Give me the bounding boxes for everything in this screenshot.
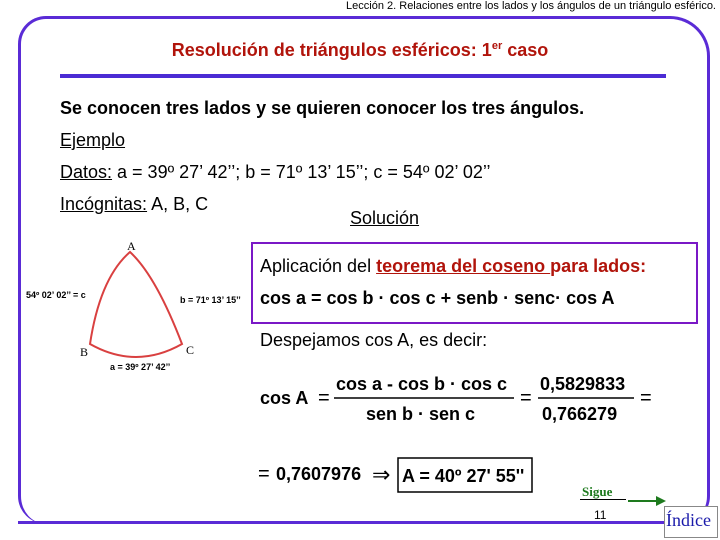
equals-sign-2: = (520, 387, 532, 409)
arrow-right-icon (628, 484, 668, 514)
triangle-vertex-a: A (127, 239, 136, 253)
theorem-intro (260, 256, 646, 277)
theorem-link[interactable]: teorema del coseno (376, 256, 551, 276)
equals-sign-3: = (640, 387, 652, 409)
incognitas-label: Incógnitas: (60, 194, 148, 214)
ejemplo-heading: Ejemplo (60, 130, 126, 150)
triangle-side-b: b = 71º 13’ 15’’ (180, 295, 241, 305)
equation-lhs: cos A (260, 388, 309, 408)
spherical-triangle-figure (24, 232, 256, 380)
datos-value: a = 39º 27’ 42’’; b = 71º 13’ 15’’; c = 54º 02’ 02’’ (112, 162, 491, 182)
equation-num2: 0,5829833 (540, 374, 626, 394)
indice-label[interactable]: Índice (666, 510, 711, 530)
title-underline (60, 74, 666, 78)
incognitas-line (60, 194, 208, 215)
nav-divider (580, 499, 626, 500)
triangle-vertex-c: C (186, 343, 195, 357)
equation-den1: sen b · sen c (366, 404, 476, 424)
intro-text: Se conocen tres lados y se quieren conocer los tres ángulos. (60, 98, 585, 118)
triangle-vertex-b: B (80, 345, 89, 359)
incognitas-value: A, B, C (147, 194, 209, 214)
sigue-link[interactable]: Sigue (582, 484, 613, 499)
equals-sign-1: = (318, 387, 330, 409)
slide-header: Lección 2. Relaciones entre los lados y los ángulos de un triángulo esférico. (346, 0, 716, 12)
despejamos-text: Despejamos cos A, es decir: (260, 330, 488, 350)
cos-a-equation (256, 368, 666, 428)
title-sup: er (491, 40, 503, 52)
theorem-prefix: Aplicación del (260, 256, 377, 276)
theorem-box (251, 242, 698, 324)
title-main: Resolución de triángulos esféricos: 1 (171, 40, 492, 60)
title-tail: caso (502, 40, 549, 60)
implies-arrow-icon: ⇒ (372, 463, 391, 488)
triangle-side-c: 54º 02’ 02’’ = c (26, 290, 86, 300)
slide-title (0, 40, 720, 61)
triangle-shape (90, 252, 182, 357)
triangle-side-a: a = 39º 27’ 42’’ (110, 362, 171, 372)
solucion-link[interactable]: Solución (350, 208, 420, 228)
page-number: 11 (594, 508, 607, 522)
result-value: 0,7607976 (276, 464, 362, 484)
theorem-suffix: para lados: (550, 256, 647, 276)
answer-text: A = 40º 27' 55'' (402, 466, 525, 486)
datos-line (60, 162, 491, 183)
theorem-formula: cos a = cos b · cos c + senb · senc· cos A (260, 288, 615, 308)
result-equation (256, 450, 556, 500)
equation-den2: 0,766279 (542, 404, 618, 424)
datos-label: Datos: (60, 162, 113, 182)
equals-sign-4: = (258, 463, 270, 485)
equation-num1: cos a - cos b · cos c (336, 374, 508, 394)
